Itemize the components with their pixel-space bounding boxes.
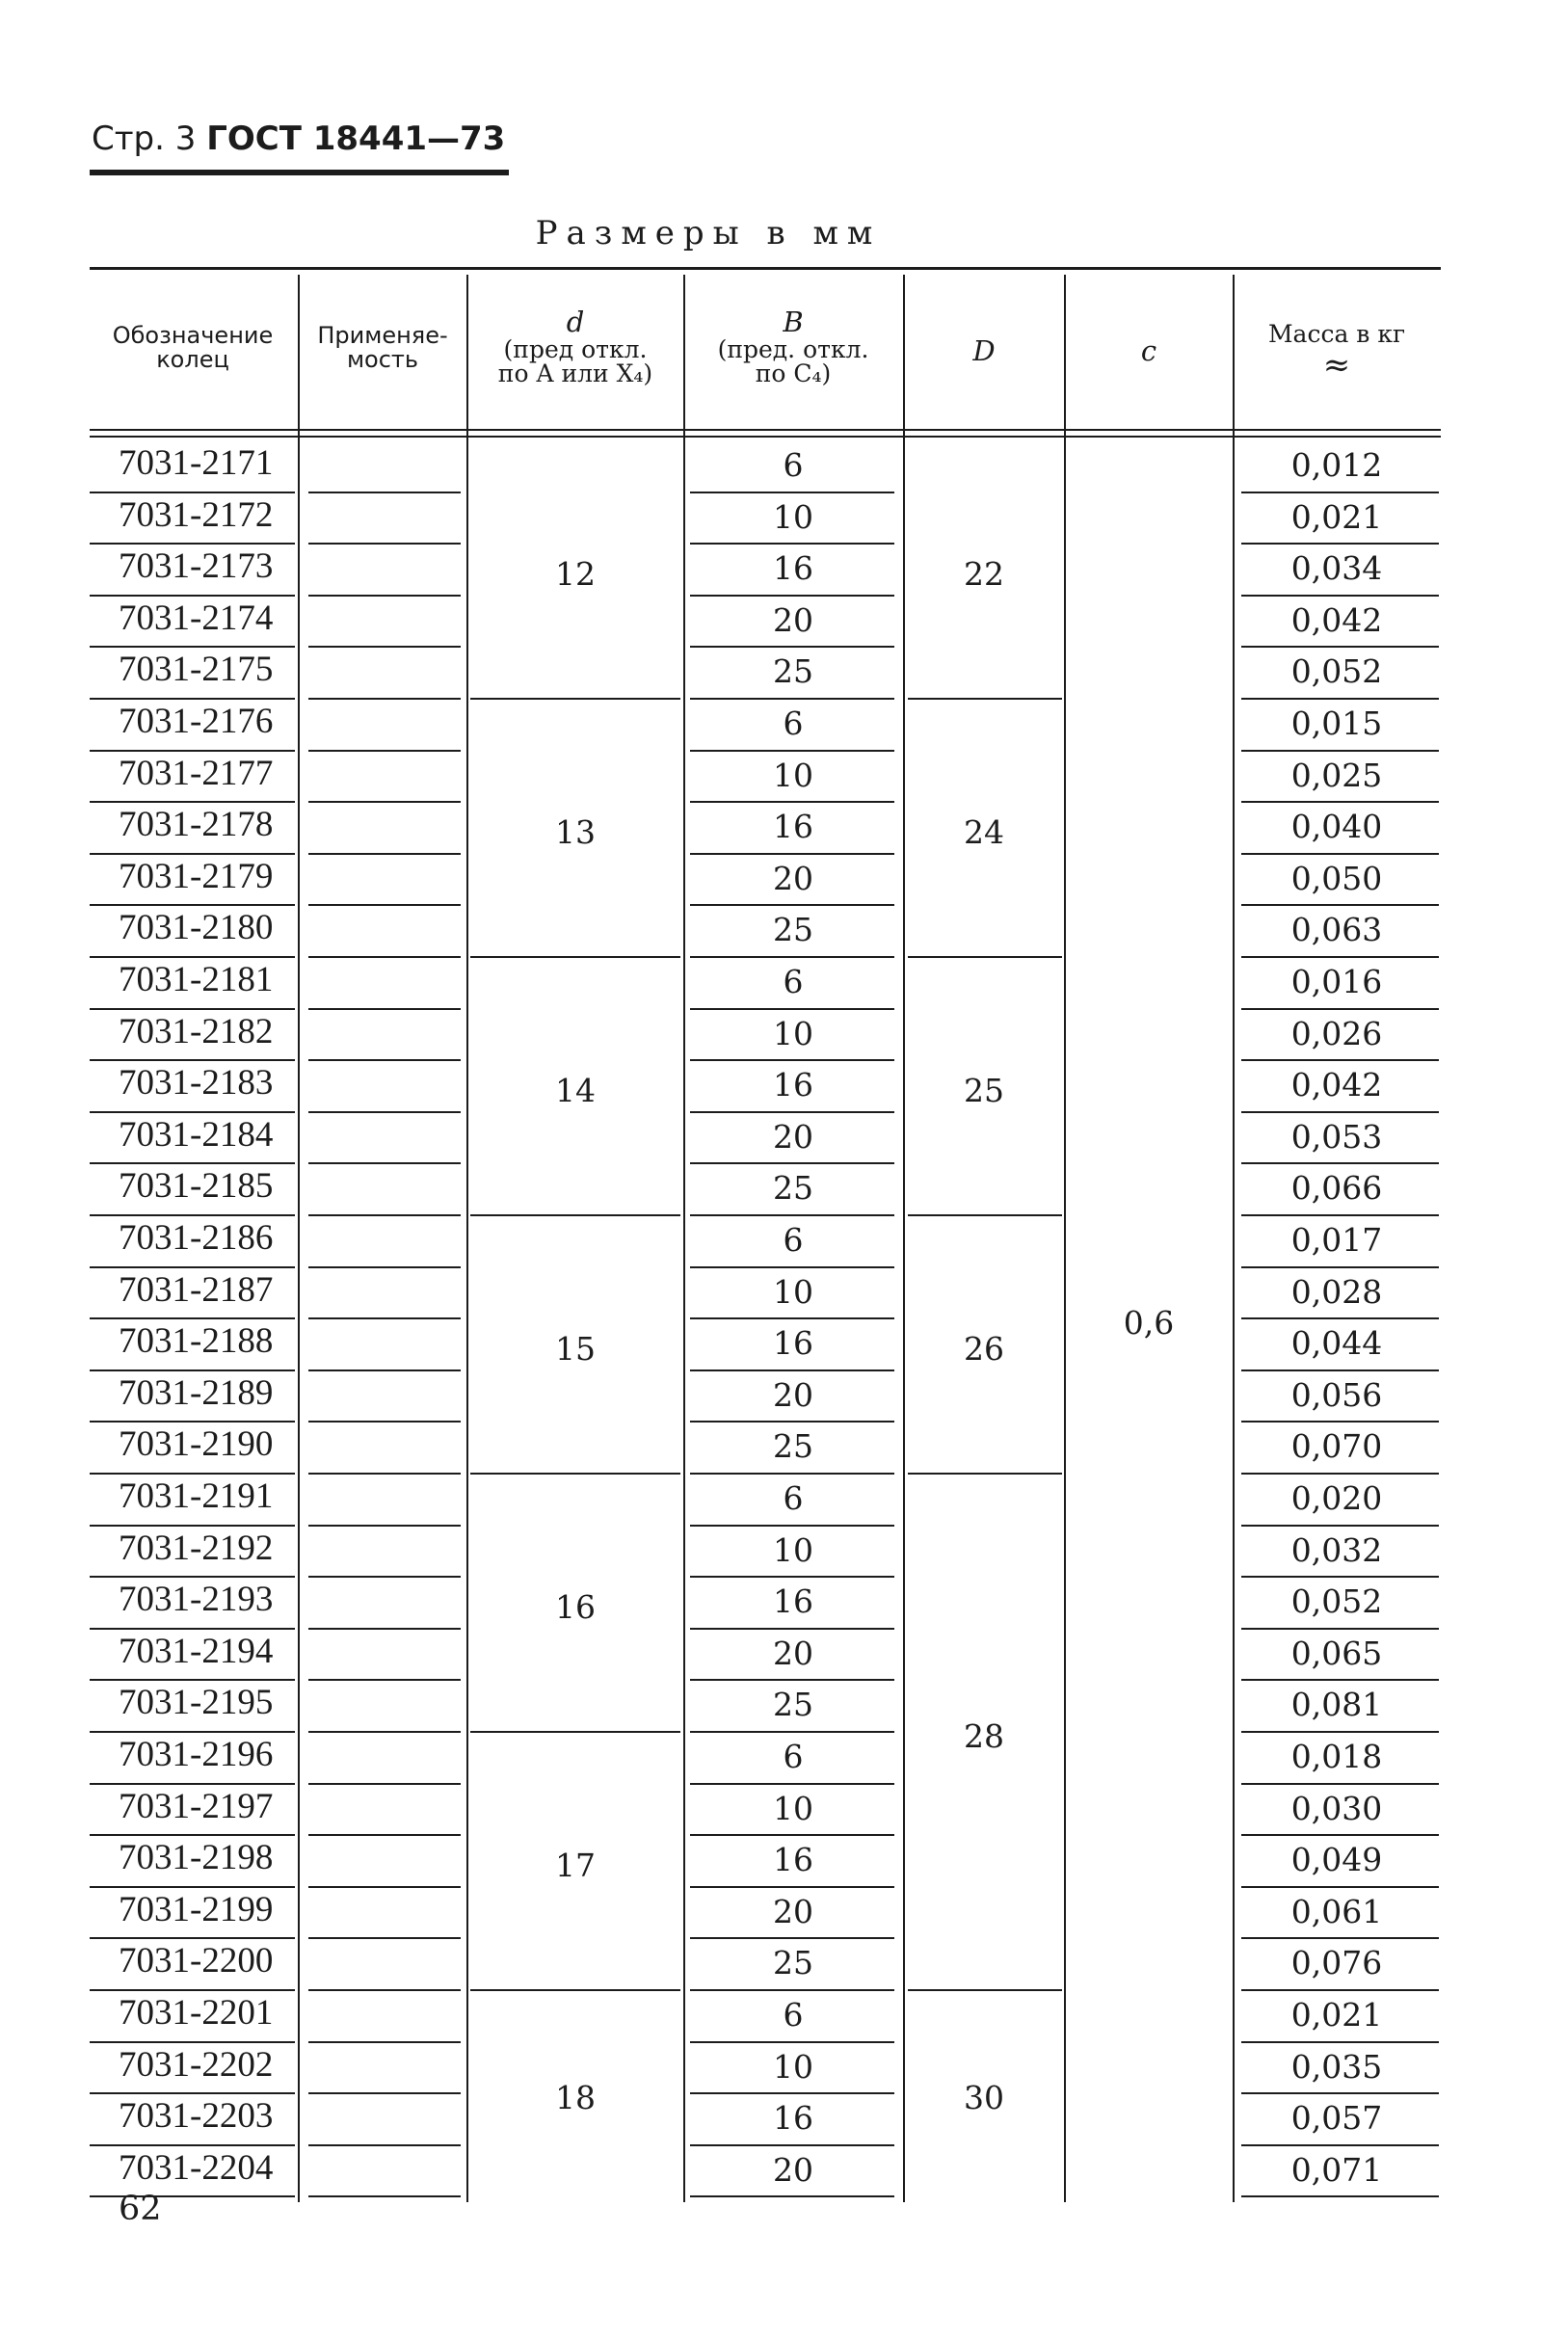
mass-value: 0,015 <box>1290 705 1383 742</box>
b-value: 25 <box>773 1169 813 1208</box>
mass-value: 0,026 <box>1290 1014 1383 1052</box>
b-value: 10 <box>773 1530 813 1569</box>
row-rule-applic <box>308 1937 461 1939</box>
header-bottom-rule-2 <box>90 436 1441 438</box>
D-value: 24 <box>964 813 1004 851</box>
group-rule-d <box>470 956 680 958</box>
ring-code: 7031-2189 <box>119 1372 274 1413</box>
row-rule-applic <box>308 1628 461 1630</box>
d-value: 12 <box>555 555 596 593</box>
row-rule-applic <box>308 1008 461 1010</box>
row-rule-mass <box>1241 1162 1439 1164</box>
d-value: 18 <box>555 2079 596 2116</box>
b-value: 25 <box>773 1944 813 1982</box>
ring-code: 7031-2178 <box>119 805 274 845</box>
mass-value: 0,042 <box>1290 1066 1383 1104</box>
b-value: 10 <box>773 756 813 794</box>
row-rule-code <box>90 956 295 958</box>
ring-code: 7031-2199 <box>119 1889 274 1929</box>
mass-value: 0,020 <box>1290 1479 1383 1517</box>
b-value: 10 <box>773 497 813 536</box>
row-rule-applic <box>308 698 461 700</box>
row-rule-code <box>90 1989 295 1991</box>
row-rule-applic <box>308 1369 461 1371</box>
ring-code: 7031-2200 <box>119 1941 274 1981</box>
row-rule-b <box>690 1628 894 1630</box>
row-rule-mass <box>1241 1008 1439 1010</box>
row-rule-mass <box>1241 595 1439 597</box>
b-value: 25 <box>773 1427 813 1466</box>
mass-value: 0,018 <box>1290 1738 1383 1775</box>
mass-value: 0,042 <box>1290 600 1383 639</box>
row-rule-b <box>690 646 894 648</box>
row-rule-mass <box>1241 1317 1439 1319</box>
group-rule-D <box>908 698 1062 700</box>
row-rule-mass <box>1241 2144 1439 2146</box>
col-header-d: d (пред откл. по A или X₄) <box>497 306 653 387</box>
row-rule-mass <box>1241 1783 1439 1785</box>
b-value: 20 <box>773 1375 813 1414</box>
row-rule-code <box>90 1008 295 1010</box>
mass-value: 0,053 <box>1290 1117 1383 1156</box>
b-value: 20 <box>773 1117 813 1156</box>
row-rule-applic <box>308 1989 461 1991</box>
row-rule-b <box>690 853 894 855</box>
group-rule-d <box>470 1989 680 1991</box>
mass-value: 0,021 <box>1290 497 1383 536</box>
row-rule-mass <box>1241 1214 1439 1216</box>
row-rule-code <box>90 801 295 803</box>
ring-code: 7031-2177 <box>119 753 274 793</box>
b-value: 16 <box>773 1841 813 1879</box>
row-rule-code <box>90 1731 295 1733</box>
mass-value: 0,021 <box>1290 1996 1383 2034</box>
mass-value: 0,056 <box>1290 1375 1383 1414</box>
row-rule-code <box>90 1162 295 1164</box>
row-rule-mass <box>1241 1059 1439 1061</box>
b-value: 20 <box>773 1634 813 1672</box>
ring-code: 7031-2190 <box>119 1424 274 1465</box>
b-value: 20 <box>773 2150 813 2189</box>
mass-value: 0,052 <box>1290 652 1383 691</box>
row-rule-mass <box>1241 1937 1439 1939</box>
row-rule-mass <box>1241 904 1439 906</box>
D-value: 30 <box>964 2079 1004 2116</box>
row-rule-code <box>90 750 295 752</box>
row-rule-b <box>690 1989 894 1991</box>
row-rule-b <box>690 1369 894 1371</box>
mass-value: 0,040 <box>1290 808 1383 846</box>
row-rule-code <box>90 1266 295 1268</box>
row-rule-b <box>690 2092 894 2094</box>
b-value: 6 <box>783 1479 804 1517</box>
ring-code: 7031-2182 <box>119 1011 274 1051</box>
row-rule-b <box>690 1886 894 1888</box>
row-rule-b <box>690 1937 894 1939</box>
row-rule-code <box>90 1886 295 1888</box>
row-rule-code <box>90 646 295 648</box>
row-rule-b <box>690 2195 894 2197</box>
row-rule-mass <box>1241 956 1439 958</box>
mass-value: 0,049 <box>1290 1841 1383 1879</box>
row-rule-applic <box>308 1111 461 1113</box>
col-header-c: c <box>1140 334 1157 367</box>
mass-value: 0,034 <box>1290 549 1383 588</box>
d-value: 13 <box>555 813 596 851</box>
col-header-applicability: Применяе- мость <box>317 322 448 373</box>
ring-code: 7031-2196 <box>119 1735 274 1774</box>
row-rule-b <box>690 1421 894 1423</box>
mass-value: 0,050 <box>1290 859 1383 897</box>
ring-code: 7031-2174 <box>119 598 274 638</box>
row-rule-code <box>90 1421 295 1423</box>
row-rule-applic <box>308 801 461 803</box>
row-rule-b <box>690 1111 894 1113</box>
b-value: 6 <box>783 1996 804 2034</box>
col-rule-3 <box>683 275 685 2202</box>
row-rule-applic <box>308 1266 461 1268</box>
b-value: 6 <box>783 705 804 742</box>
ring-code: 7031-2191 <box>119 1476 274 1516</box>
col-rule-6 <box>1233 275 1235 2202</box>
d-value: 14 <box>555 1072 596 1109</box>
mass-value: 0,016 <box>1290 963 1383 1000</box>
ring-code: 7031-2171 <box>119 443 274 483</box>
row-rule-applic <box>308 1162 461 1164</box>
row-rule-applic <box>308 1679 461 1681</box>
row-rule-applic <box>308 2144 461 2146</box>
b-value: 25 <box>773 652 813 691</box>
row-rule-b <box>690 801 894 803</box>
col-rule-2 <box>466 275 468 2202</box>
row-rule-code <box>90 492 295 493</box>
row-rule-b <box>690 956 894 958</box>
mass-value: 0,065 <box>1290 1634 1383 1672</box>
dimensions-note: Размеры в мм <box>535 214 882 253</box>
header-bottom-rule <box>90 429 1441 431</box>
col-header-B: B (пред. откл. по C₄) <box>717 306 869 387</box>
row-rule-b <box>690 1317 894 1319</box>
D-value: 25 <box>964 1072 1004 1109</box>
group-rule-d <box>470 698 680 700</box>
row-rule-code <box>90 698 295 700</box>
col-header-designation: Обозначение колец <box>112 322 274 373</box>
row-rule-applic <box>308 2195 461 2197</box>
ring-code: 7031-2180 <box>119 908 274 948</box>
group-rule-D <box>908 1473 1062 1475</box>
mass-value: 0,030 <box>1290 1789 1383 1827</box>
row-rule-applic <box>308 1214 461 1216</box>
row-rule-b <box>690 1834 894 1836</box>
row-rule-b <box>690 1473 894 1475</box>
row-rule-code <box>90 1059 295 1061</box>
row-rule-b <box>690 1731 894 1733</box>
b-value: 25 <box>773 911 813 949</box>
row-rule-code <box>90 1834 295 1836</box>
d-value: 17 <box>555 1847 596 1884</box>
ring-code: 7031-2176 <box>119 702 274 741</box>
row-rule-applic <box>308 1421 461 1423</box>
ring-code: 7031-2185 <box>119 1166 274 1207</box>
row-rule-applic <box>308 956 461 958</box>
col-rule-4 <box>903 275 905 2202</box>
D-value: 26 <box>964 1330 1004 1368</box>
col-rule-5 <box>1064 275 1066 2202</box>
row-rule-b <box>690 1008 894 1010</box>
ring-code: 7031-2179 <box>119 856 274 896</box>
b-value: 10 <box>773 1272 813 1311</box>
row-rule-mass <box>1241 543 1439 545</box>
b-value: 16 <box>773 1066 813 1104</box>
row-rule-mass <box>1241 492 1439 493</box>
row-rule-mass <box>1241 750 1439 752</box>
row-rule-b <box>690 2041 894 2043</box>
page-prefix: Стр. 3 <box>92 120 197 158</box>
row-rule-mass <box>1241 2195 1439 2197</box>
b-value: 10 <box>773 2047 813 2086</box>
mass-value: 0,070 <box>1290 1427 1383 1466</box>
row-rule-b <box>690 750 894 752</box>
row-rule-applic <box>308 1886 461 1888</box>
row-rule-b <box>690 1576 894 1578</box>
row-rule-applic <box>308 1576 461 1578</box>
ring-code: 7031-2198 <box>119 1838 274 1878</box>
mass-value: 0,032 <box>1290 1530 1383 1569</box>
ring-code: 7031-2201 <box>119 1993 274 2033</box>
row-rule-applic <box>308 1783 461 1785</box>
header-rule <box>90 170 509 175</box>
row-rule-code <box>90 543 295 545</box>
col-header-mass: Масса в кг ≈ <box>1267 320 1406 385</box>
row-rule-mass <box>1241 1525 1439 1527</box>
row-rule-mass <box>1241 2041 1439 2043</box>
row-rule-mass <box>1241 1731 1439 1733</box>
row-rule-code <box>90 1214 295 1216</box>
row-rule-b <box>690 1783 894 1785</box>
row-rule-code <box>90 1473 295 1475</box>
ring-code: 7031-2183 <box>119 1063 274 1104</box>
row-rule-code <box>90 1576 295 1578</box>
row-rule-code <box>90 2144 295 2146</box>
b-value: 16 <box>773 1324 813 1363</box>
row-rule-mass <box>1241 1266 1439 1268</box>
ring-code: 7031-2173 <box>119 546 274 587</box>
d-value: 15 <box>555 1330 596 1368</box>
row-rule-applic <box>308 646 461 648</box>
ring-code: 7031-2192 <box>119 1528 274 1568</box>
ring-code: 7031-2187 <box>119 1269 274 1310</box>
row-rule-b <box>690 1525 894 1527</box>
row-rule-applic <box>308 1059 461 1061</box>
page-header <box>92 120 505 158</box>
row-rule-code <box>90 2041 295 2043</box>
row-rule-mass <box>1241 1473 1439 1475</box>
table-top-rule <box>90 267 1441 270</box>
row-rule-mass <box>1241 1886 1439 1888</box>
row-rule-applic <box>308 2041 461 2043</box>
row-rule-mass <box>1241 1834 1439 1836</box>
row-rule-code <box>90 1783 295 1785</box>
row-rule-b <box>690 1679 894 1681</box>
group-rule-D <box>908 1989 1062 1991</box>
b-value: 6 <box>783 1738 804 1775</box>
ring-code: 7031-2197 <box>119 1786 274 1826</box>
row-rule-mass <box>1241 1679 1439 1681</box>
ring-code: 7031-2184 <box>119 1114 274 1155</box>
ring-code: 7031-2193 <box>119 1580 274 1620</box>
c-value: 0,6 <box>1123 1304 1175 1342</box>
mass-value: 0,057 <box>1290 2099 1383 2138</box>
row-rule-applic <box>308 853 461 855</box>
row-rule-mass <box>1241 646 1439 648</box>
b-value: 16 <box>773 1582 813 1621</box>
ring-code: 7031-2203 <box>119 2096 274 2137</box>
ring-code: 7031-2181 <box>119 960 274 999</box>
mass-value: 0,071 <box>1290 2150 1383 2189</box>
row-rule-b <box>690 1266 894 1268</box>
b-value: 16 <box>773 808 813 846</box>
row-rule-code <box>90 1679 295 1681</box>
ring-code: 7031-2194 <box>119 1631 274 1671</box>
row-rule-code <box>90 853 295 855</box>
mass-value: 0,063 <box>1290 911 1383 949</box>
row-rule-applic <box>308 492 461 493</box>
row-rule-applic <box>308 750 461 752</box>
ring-code: 7031-2195 <box>119 1683 274 1723</box>
row-rule-b <box>690 2144 894 2146</box>
row-rule-applic <box>308 1525 461 1527</box>
row-rule-code <box>90 904 295 906</box>
row-rule-applic <box>308 1834 461 1836</box>
row-rule-applic <box>308 904 461 906</box>
row-rule-mass <box>1241 1421 1439 1423</box>
b-value: 6 <box>783 446 804 484</box>
row-rule-b <box>690 904 894 906</box>
mass-value: 0,081 <box>1290 1686 1383 1724</box>
page-number: 62 <box>119 2190 162 2228</box>
b-value: 6 <box>783 1221 804 1259</box>
b-value: 20 <box>773 1892 813 1930</box>
row-rule-applic <box>308 2092 461 2094</box>
b-value: 16 <box>773 549 813 588</box>
col-header-D: D <box>972 334 996 367</box>
group-rule-D <box>908 956 1062 958</box>
row-rule-applic <box>308 543 461 545</box>
b-value: 20 <box>773 600 813 639</box>
group-rule-d <box>470 1214 680 1216</box>
mass-value: 0,017 <box>1290 1221 1383 1259</box>
row-rule-mass <box>1241 801 1439 803</box>
mass-value: 0,076 <box>1290 1944 1383 1982</box>
ring-code: 7031-2188 <box>119 1321 274 1362</box>
row-rule-code <box>90 1369 295 1371</box>
row-rule-b <box>690 595 894 597</box>
D-value: 22 <box>964 555 1004 593</box>
row-rule-b <box>690 1162 894 1164</box>
row-rule-mass <box>1241 2092 1439 2094</box>
row-rule-b <box>690 543 894 545</box>
row-rule-code <box>90 1525 295 1527</box>
row-rule-code <box>90 1937 295 1939</box>
row-rule-mass <box>1241 1111 1439 1113</box>
b-value: 10 <box>773 1789 813 1827</box>
row-rule-code <box>90 1628 295 1630</box>
d-value: 16 <box>555 1588 596 1626</box>
ring-code: 7031-2204 <box>119 2147 274 2188</box>
mass-value: 0,044 <box>1290 1324 1383 1363</box>
mass-value: 0,012 <box>1290 446 1383 484</box>
row-rule-applic <box>308 1731 461 1733</box>
row-rule-code <box>90 1317 295 1319</box>
row-rule-mass <box>1241 1576 1439 1578</box>
mass-value: 0,028 <box>1290 1272 1383 1311</box>
group-rule-d <box>470 1473 680 1475</box>
ring-code: 7031-2172 <box>119 494 274 535</box>
row-rule-code <box>90 2092 295 2094</box>
row-rule-code <box>90 1111 295 1113</box>
row-rule-mass <box>1241 1628 1439 1630</box>
group-rule-D <box>908 1214 1062 1216</box>
mass-value: 0,025 <box>1290 756 1383 794</box>
mass-value: 0,066 <box>1290 1169 1383 1208</box>
ring-code: 7031-2175 <box>119 650 274 690</box>
row-rule-mass <box>1241 853 1439 855</box>
ring-code: 7031-2202 <box>119 2044 274 2085</box>
row-rule-code <box>90 595 295 597</box>
b-value: 6 <box>783 963 804 1000</box>
row-rule-applic <box>308 1473 461 1475</box>
D-value: 28 <box>964 1717 1004 1755</box>
row-rule-b <box>690 698 894 700</box>
row-rule-mass <box>1241 1989 1439 1991</box>
mass-value: 0,061 <box>1290 1892 1383 1930</box>
col-rule-1 <box>298 275 300 2202</box>
b-value: 10 <box>773 1014 813 1052</box>
row-rule-b <box>690 1214 894 1216</box>
mass-value: 0,035 <box>1290 2047 1383 2086</box>
gost-number: ГОСТ 18441—73 <box>206 120 506 158</box>
row-rule-mass <box>1241 698 1439 700</box>
b-value: 25 <box>773 1686 813 1724</box>
b-value: 16 <box>773 2099 813 2138</box>
row-rule-applic <box>308 1317 461 1319</box>
row-rule-b <box>690 492 894 493</box>
row-rule-mass <box>1241 1369 1439 1371</box>
b-value: 20 <box>773 859 813 897</box>
row-rule-b <box>690 1059 894 1061</box>
mass-value: 0,052 <box>1290 1582 1383 1621</box>
ring-code: 7031-2186 <box>119 1218 274 1258</box>
row-rule-applic <box>308 595 461 597</box>
group-rule-d <box>470 1731 680 1733</box>
